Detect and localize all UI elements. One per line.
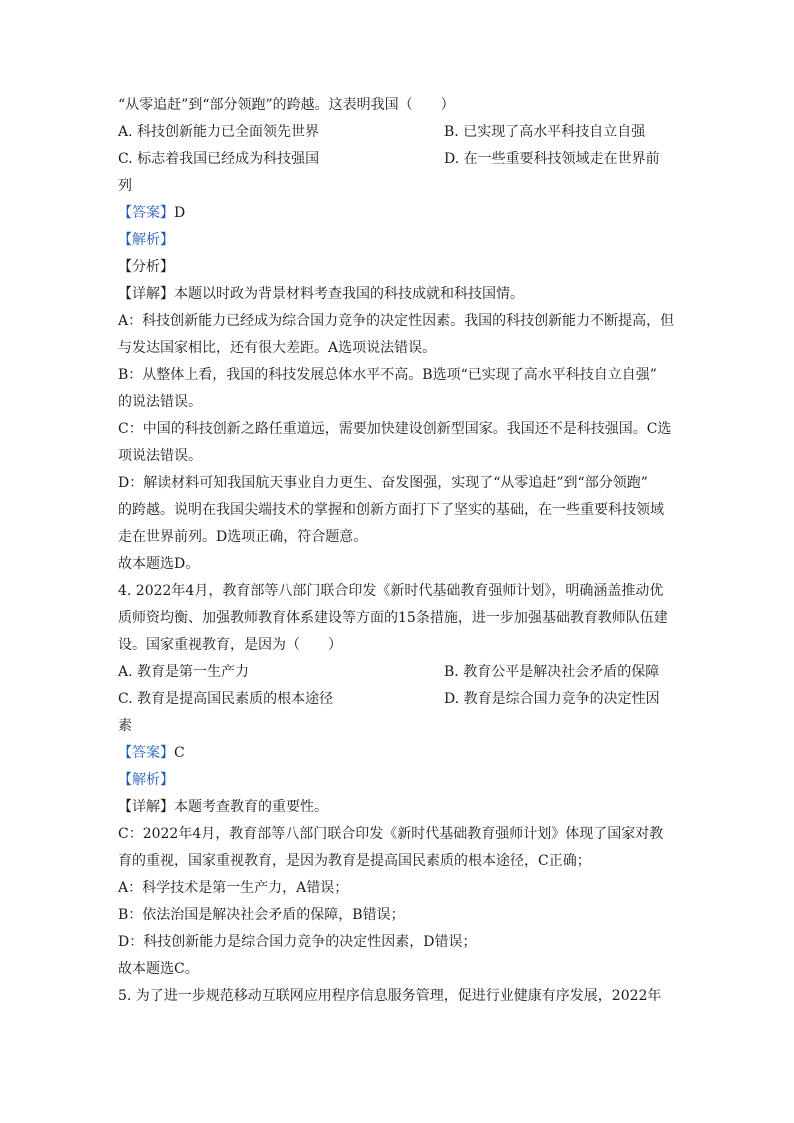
q3-detail-line: A：科技创新能力已经成为综合国力竞争的决定性因素。我国的科技创新能力不断提高，但 (118, 313, 675, 329)
q3-detail-line: B：从整体上看，我国的科技发展总体水平不高。B选项“已实现了高水平科技自立自强” (118, 367, 657, 383)
q3-options-row-2 (118, 146, 678, 173)
q3-detail-1 (118, 281, 678, 308)
q4-detail-1 (118, 794, 678, 821)
q3-option-d-wrap: 列 (118, 178, 132, 194)
q4-stem-line: 4. 2022年4月，教育部等八部门联合印发《新时代基础教育强师计划》，明确涵盖推动优 (118, 583, 664, 599)
q3-option-d: D. 在一些重要科技领域走在世界前 (444, 151, 660, 167)
q3-stem-tail: “从零追赶”到“部分领跑”的跨越。这表明我国（ ） (118, 97, 455, 113)
q3-detail-line: 项说法错误。 (118, 448, 202, 464)
q3-answer (118, 200, 678, 227)
q4-conclusion: 故本题选C。 (118, 961, 199, 977)
q4-option-b: B. 教育公平是解决社会矛盾的保障 (444, 664, 660, 680)
q3-analysis-tag (118, 227, 678, 254)
q4-detail-line: 育的重视，国家重视教育，是因为教育是提高国民素质的根本途径，C正确； (118, 853, 591, 869)
q5-stem-line: 5. 为了进一步规范移动互联网应用程序信息服务管理，促进行业健康有序发展，2022年 (118, 988, 662, 1004)
analysis-tag: 【解析】 (118, 232, 174, 248)
answer-value: D (174, 205, 186, 221)
detail-text: 本题考查教育的重要性。 (174, 799, 328, 815)
answer-tag: 【答案】 (118, 745, 174, 761)
q4-detail-line: D：科技创新能力是综合国力竞争的决定性因素，D错误； (118, 934, 477, 950)
q3-conclusion: 故本题选D。 (118, 556, 200, 572)
q4-option-a: A. 教育是第一生产力 (118, 664, 250, 680)
answer-tag: 【答案】 (118, 205, 174, 221)
q3-options-row-1 (118, 119, 678, 146)
q3-detail-line: C：中国的科技创新之路任重道远，需要加快建设创新型国家。我国还不是科技强国。C选 (118, 421, 672, 437)
q4-stem-line: 设。国家重视教育，是因为（ ） (118, 637, 342, 653)
q4-options-row-1 (118, 659, 678, 686)
q3-option-a: A. 科技创新能力已全面领先世界 (118, 124, 320, 140)
q3-fenxi-tag (118, 254, 678, 281)
analysis-tag: 【解析】 (118, 772, 174, 788)
q4-option-d: D. 教育是综合国力竞争的决定性因 (444, 691, 660, 707)
q3-detail-line: 的说法错误。 (118, 394, 202, 410)
document-page (118, 92, 678, 1010)
q3-detail-line: 走在世界前列。D选项正确，符合题意。 (118, 529, 368, 545)
q3-detail-line: D：解读材料可知我国航天事业自力更生、奋发图强，实现了“从零追赶”到“部分领跑” (118, 475, 648, 491)
q3-option-c: C. 标志着我国已经成为科技强国 (118, 151, 320, 167)
detail-tag: 【详解】 (118, 799, 174, 815)
q3-detail-line: 与发达国家相比，还有很大差距。A选项说法错误。 (118, 340, 437, 356)
q4-stem-line: 质师资均衡、加强教师教育体系建设等方面的15条措施，进一步加强基础教育教师队伍建 (118, 610, 668, 626)
q4-option-d-wrap: 素 (118, 718, 132, 734)
q4-analysis-tag (118, 767, 678, 794)
answer-value: C (174, 745, 185, 761)
q4-detail-line: B：依法治国是解决社会矛盾的保障，B错误； (118, 907, 405, 923)
q4-options-row-2 (118, 686, 678, 713)
q4-answer (118, 740, 678, 767)
detail-text: 本题以时政为背景材料考查我国的科技成就和科技国情。 (174, 286, 524, 302)
fenxi-tag: 【分析】 (118, 259, 174, 275)
q4-detail-line: C：2022年4月，教育部等八部门联合印发《新时代基础教育强师计划》体现了国家对教 (118, 826, 664, 842)
q3-option-b: B. 已实现了高水平科技自立自强 (444, 124, 646, 140)
q4-option-c: C. 教育是提高国民素质的根本途径 (118, 691, 334, 707)
detail-tag: 【详解】 (118, 286, 174, 302)
q4-detail-line: A：科学技术是第一生产力，A错误； (118, 880, 349, 896)
q3-detail-line: 的跨越。说明在我国尖端技术的掌握和创新方面打下了坚实的基础，在一些重要科技领域 (118, 502, 664, 518)
